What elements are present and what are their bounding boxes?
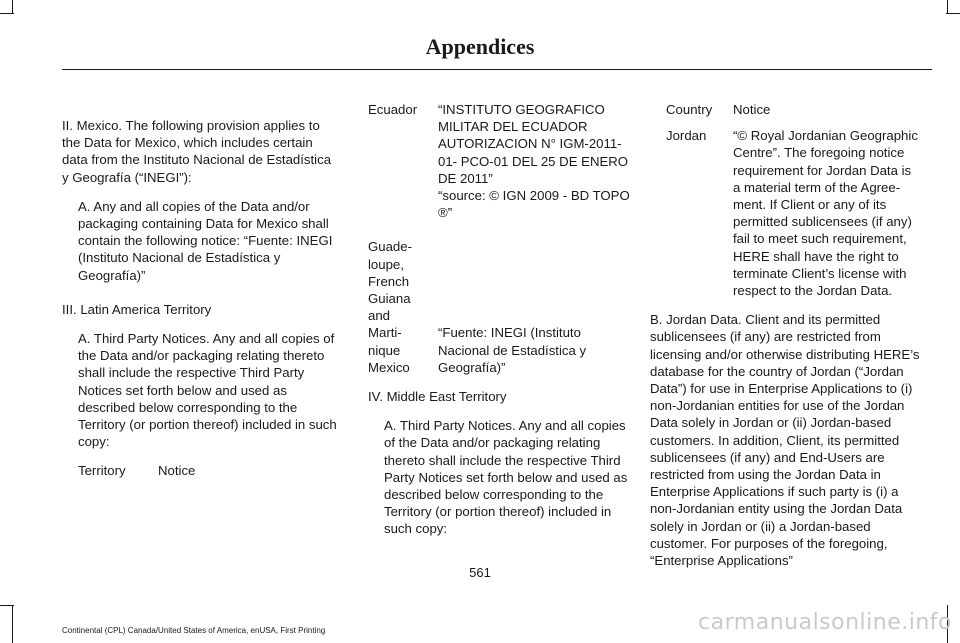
crop-mark-top-left-h (0, 13, 14, 14)
footer-printing-note: Continental (CPL) Canada/United States of America, enUSA, First Printing (62, 626, 326, 635)
page-title: Appendices (425, 34, 535, 59)
column-header-notice: Notice (158, 463, 196, 479)
paragraph-middle-east-notices: A. Third Party Notices. Any and all copies of the Data and/or packaging relating thereto shall include the respective Third Party Notices set forth below and used as described below corresponding to the Territory (or portion thereof) included in such copy: (384, 418, 628, 537)
territory-cell: Ecuador (368, 102, 418, 117)
column-header-notice: Notice (733, 102, 771, 117)
paragraph-jordan-data: B. Jordan Data. Client and its permitted sublicensees (if any) are restricted from licensing and/or otherwise distributing HERE’s database for the country of Jordan (“Jordan Data”) for use in Enterprise Applications to (i) non-Jordanian entities for use of the Jordan Data solely in Jordan or (ii) Jordan-based customers. In addition, Client, its permitted sublicensees (if any) and End-Users are restricted from using the Jordan Data in Enterprise Applications if such party is (i) a non-Jordanian entity using the Jordan Data solely in Jordan or (ii) a Jordan-based customer. For purposes of the foregoing, “Enterprise Applications” (650, 312, 920, 569)
crop-mark-top-right-v (947, 0, 948, 14)
column-header-country: Country (666, 102, 713, 117)
country-table-header (650, 101, 922, 118)
page-number: 561 (469, 565, 491, 580)
column-header-territory: Territory (78, 463, 126, 479)
notice-cell: “INSTITUTO GEOGRAFICO MILITAR DEL ECUADOR AUTORIZACION N° IGM-2011-01- PCO-01 DEL 25 DE ENERO DE 2011” “source: © IGN 2009 - BD TOPO ®” (438, 102, 630, 221)
crop-mark-bottom-left-h (0, 605, 14, 606)
paragraph-latin-america-notices: A. Third Party Notices. Any and all copies of the Data and/or packaging relating thereto shall include the respective Third Party Notices set forth below and used as described below corresponding to the Territory (or portion thereof) included in such copy: (78, 331, 337, 450)
notice-cell: “Fuente: INEGI (Instituto Nacional de Estadística y Geografía)” (438, 325, 587, 375)
country-cell: Jordan (666, 128, 707, 144)
territory-cell: Guade- loupe, French Guiana and Marti- nique Mexico (368, 239, 412, 375)
column-middle (368, 101, 633, 538)
territory-table-row (368, 101, 633, 221)
paragraph-mexico: II. Mexico. The following provision applies to the Data for Mexico, which includes certain data from the Instituto Nacional de Estadística y Geografía (“INEGI”): (62, 118, 332, 185)
heading-middle-east: IV. Middle East Territory (368, 389, 507, 405)
country-table-row (650, 127, 922, 299)
heading-latin-america: III. Latin America Territory (62, 301, 212, 317)
header-divider (62, 69, 932, 70)
crop-mark-top-right-h (946, 13, 960, 14)
territory-table-row (368, 238, 633, 376)
crop-mark-top-left-v (12, 0, 13, 14)
crop-mark-bottom-left-v (12, 605, 13, 643)
territory-table-header (62, 462, 337, 479)
column-left (62, 100, 337, 480)
watermark: carmanualsonline.info (698, 610, 952, 635)
notice-cell: “© Royal Jordanian Geographic Centre”. The foregoing notice requirement for Jordan Data is a material term of the Agree-ment. If Client or any of its permitted sublicensees (if any) fail to meet such requirement, HERE shall have the right to terminate Client’s license with respect to the Jordan Data. (733, 128, 918, 299)
column-right (650, 101, 922, 569)
paragraph-mexico-notice: A. Any and all copies of the Data and/or packaging containing Data for Mexico shall contain the following notice: “Fuente: INEGI (Instituto Nacional de Estadística y Geografía)” (78, 198, 333, 283)
